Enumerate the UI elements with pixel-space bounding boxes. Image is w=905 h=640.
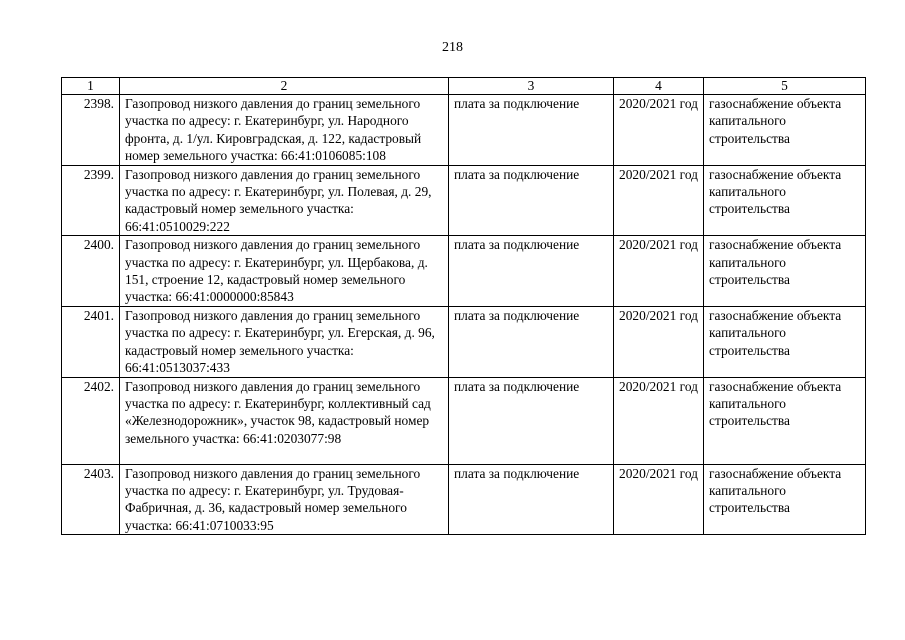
page-number: 218 [442,40,463,55]
purpose: газоснабжение объекта капитального строительства [704,236,866,307]
header-row [62,78,866,95]
implementation-period: 2020/2021 год [614,95,704,166]
implementation-period: 2020/2021 год [614,236,704,307]
row-number: 2399. [62,165,120,236]
financing-source: плата за подключение [449,95,614,166]
object-description: Газопровод низкого давления до границ земельного участка по адресу: г. Екатеринбург, ул. Щербакова, д. 151, строение 12, кадастровый номер земельного участка: 66:41:0000000:85843 [120,236,449,307]
financing-source: плата за подключение [449,377,614,464]
table-row [62,377,866,464]
object-description: Газопровод низкого давления до границ земельного участка по адресу: г. Екатеринбург, ул. Полевая, д. 29, кадастровый номер земельного участка: 66:41:0510029:222 [120,165,449,236]
purpose: газоснабжение объекта капитального строительства [704,464,866,535]
table-row [62,165,866,236]
table-row [62,464,866,535]
row-number: 2398. [62,95,120,166]
table-row [62,306,866,377]
purpose: газоснабжение объекта капитального строительства [704,377,866,464]
implementation-period: 2020/2021 год [614,464,704,535]
purpose: газоснабжение объекта капитального строительства [704,95,866,166]
object-description: Газопровод низкого давления до границ земельного участка по адресу: г. Екатеринбург, коллективный сад «Железнодорожник», участок 98, кадастровый номер земельного участка: 66:41:0203077:98 [120,377,449,464]
financing-source: плата за подключение [449,464,614,535]
purpose: газоснабжение объекта капитального строительства [704,165,866,236]
column-header: 1 [62,78,120,95]
table-row [62,236,866,307]
row-number: 2402. [62,377,120,464]
object-description: Газопровод низкого давления до границ земельного участка по адресу: г. Екатеринбург, ул. Егерская, д. 96, кадастровый номер земельного участка: 66:41:0513037:433 [120,306,449,377]
implementation-period: 2020/2021 год [614,165,704,236]
row-number: 2403. [62,464,120,535]
object-description: Газопровод низкого давления до границ земельного участка по адресу: г. Екатеринбург, ул. Трудовая-Фабричная, д. 36, кадастровый номер земельного участка: 66:41:0710033:95 [120,464,449,535]
document-table [61,77,866,535]
column-header: 2 [120,78,449,95]
financing-source: плата за подключение [449,165,614,236]
column-header: 4 [614,78,704,95]
object-description: Газопровод низкого давления до границ земельного участка по адресу: г. Екатеринбург, ул. Народного фронта, д. 1/ул. Кировградская, д. 122, кадастровый номер земельного участка: 66:41:0106085:108 [120,95,449,166]
financing-source: плата за подключение [449,236,614,307]
purpose: газоснабжение объекта капитального строительства [704,306,866,377]
table-row [62,95,866,166]
financing-source: плата за подключение [449,306,614,377]
row-number: 2401. [62,306,120,377]
row-number: 2400. [62,236,120,307]
column-header: 5 [704,78,866,95]
column-header: 3 [449,78,614,95]
implementation-period: 2020/2021 год [614,377,704,464]
implementation-period: 2020/2021 год [614,306,704,377]
